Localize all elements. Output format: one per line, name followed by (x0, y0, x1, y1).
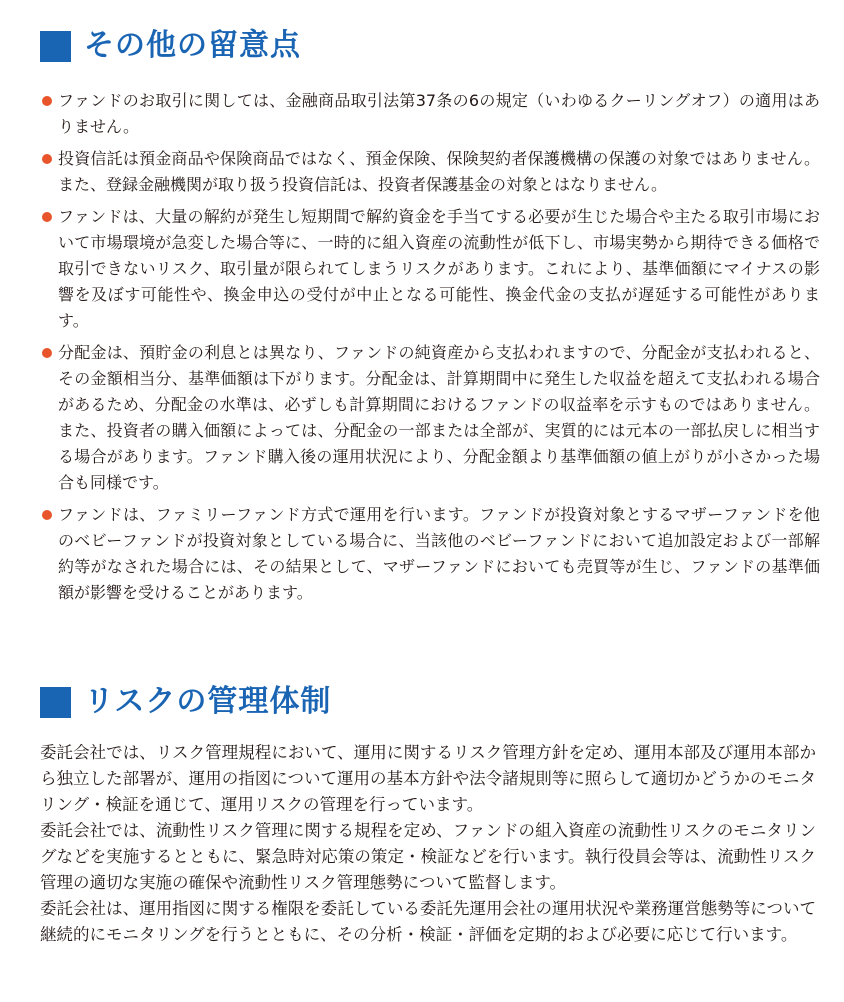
heading-square-icon (40, 687, 71, 718)
bullet-dot-icon (42, 348, 52, 358)
bullet-dot-icon (42, 510, 52, 520)
paragraph: 委託会社では、リスク管理規程において、運用に関するリスク管理方針を定め、運用本部及び運用本部から独立した部署が、運用の指図について運用の基本方針や法令諸規則等に照らして適切かどうかのモニタリング・検証を通じて、運用リスクの管理を行っています。 (40, 743, 816, 814)
heading-square-icon (40, 31, 71, 62)
list-item (40, 204, 820, 334)
section-heading-risk-management (40, 680, 331, 724)
list-item (40, 340, 820, 496)
section-title: その他の留意点 (84, 28, 301, 63)
paragraph: 委託会社では、流動性リスク管理に関する規程を定め、ファンドの組入資産の流動性リスクのモニタリングなどを実施するとともに、緊急時対応策の策定・検証などを行います。執行役員会等は、流動性リスク管理の適切な実施の確保や流動性リスク管理態勢について監督します。 (40, 821, 816, 892)
risk-management-body (40, 740, 816, 948)
bullet-text: ファンドは、大量の解約が発生し短期間で解約資金を手当てする必要が生じた場合や主たる取引市場において市場環境が急変した場合等に、一時的に組入資産の流動性が低下し、市場実勢から期待できる価格で取引できないリスク、取引量が限られてしまうリスクがあります。これにより、基準価額にマイナスの影響を及ぼす可能性や、換金申込の受付が中止となる可能性、換金代金の支払が遅延する可能性があります。 (58, 207, 820, 330)
bullet-dot-icon (42, 212, 52, 222)
list-item (40, 88, 820, 140)
paragraph: 委託会社は、運用指図に関する権限を委託している委託先運用会社の運用状況や業務運営態勢等について継続的にモニタリングを行うとともに、その分析・検証・評価を定期的および必要に応じて行います。 (40, 899, 816, 944)
bullet-dot-icon (42, 154, 52, 164)
bullet-text: 投資信託は預金商品や保険商品ではなく、預金保険、保険契約者保護機構の保護の対象ではありません。また、登録金融機関が取り扱う投資信託は、投資者保護基金の対象とはなりません。 (58, 149, 820, 194)
list-item (40, 502, 820, 606)
bullet-text: 分配金は、預貯金の利息とは異なり、ファンドの純資産から支払われますので、分配金が支払われると、その金額相当分、基準価額は下がります。分配金は、計算期間中に発生した収益を超えて支払われる場合があるため、分配金の水準は、必ずしも計算期間におけるファンドの収益率を示すものではありません。また、投資者の購入価額によっては、分配金の一部または全部が、実質的には元本の一部払戻しに相当する場合があります。ファンド購入後の運用状況により、分配金額より基準価額の値上がりが小さかった場合も同様です。 (58, 343, 820, 492)
section-heading-notes (40, 24, 301, 68)
notes-bullet-list (40, 88, 820, 612)
bullet-dot-icon (42, 96, 52, 106)
section-title: リスクの管理体制 (84, 684, 332, 719)
bullet-text: ファンドのお取引に関しては、金融商品取引法第37条の6の規定（いわゆるクーリングオフ）の適用はありません。 (58, 91, 820, 136)
list-item (40, 146, 820, 198)
bullet-text: ファンドは、ファミリーファンド方式で運用を行います。ファンドが投資対象とするマザーファンドを他のベビーファンドが投資対象としている場合に、当該他のベビーファンドにおいて追加設定および一部解約等がなされた場合には、その結果として、マザーファンドにおいても売買等が生じ、ファンドの基準価額が影響を受けることがあります。 (58, 505, 820, 602)
